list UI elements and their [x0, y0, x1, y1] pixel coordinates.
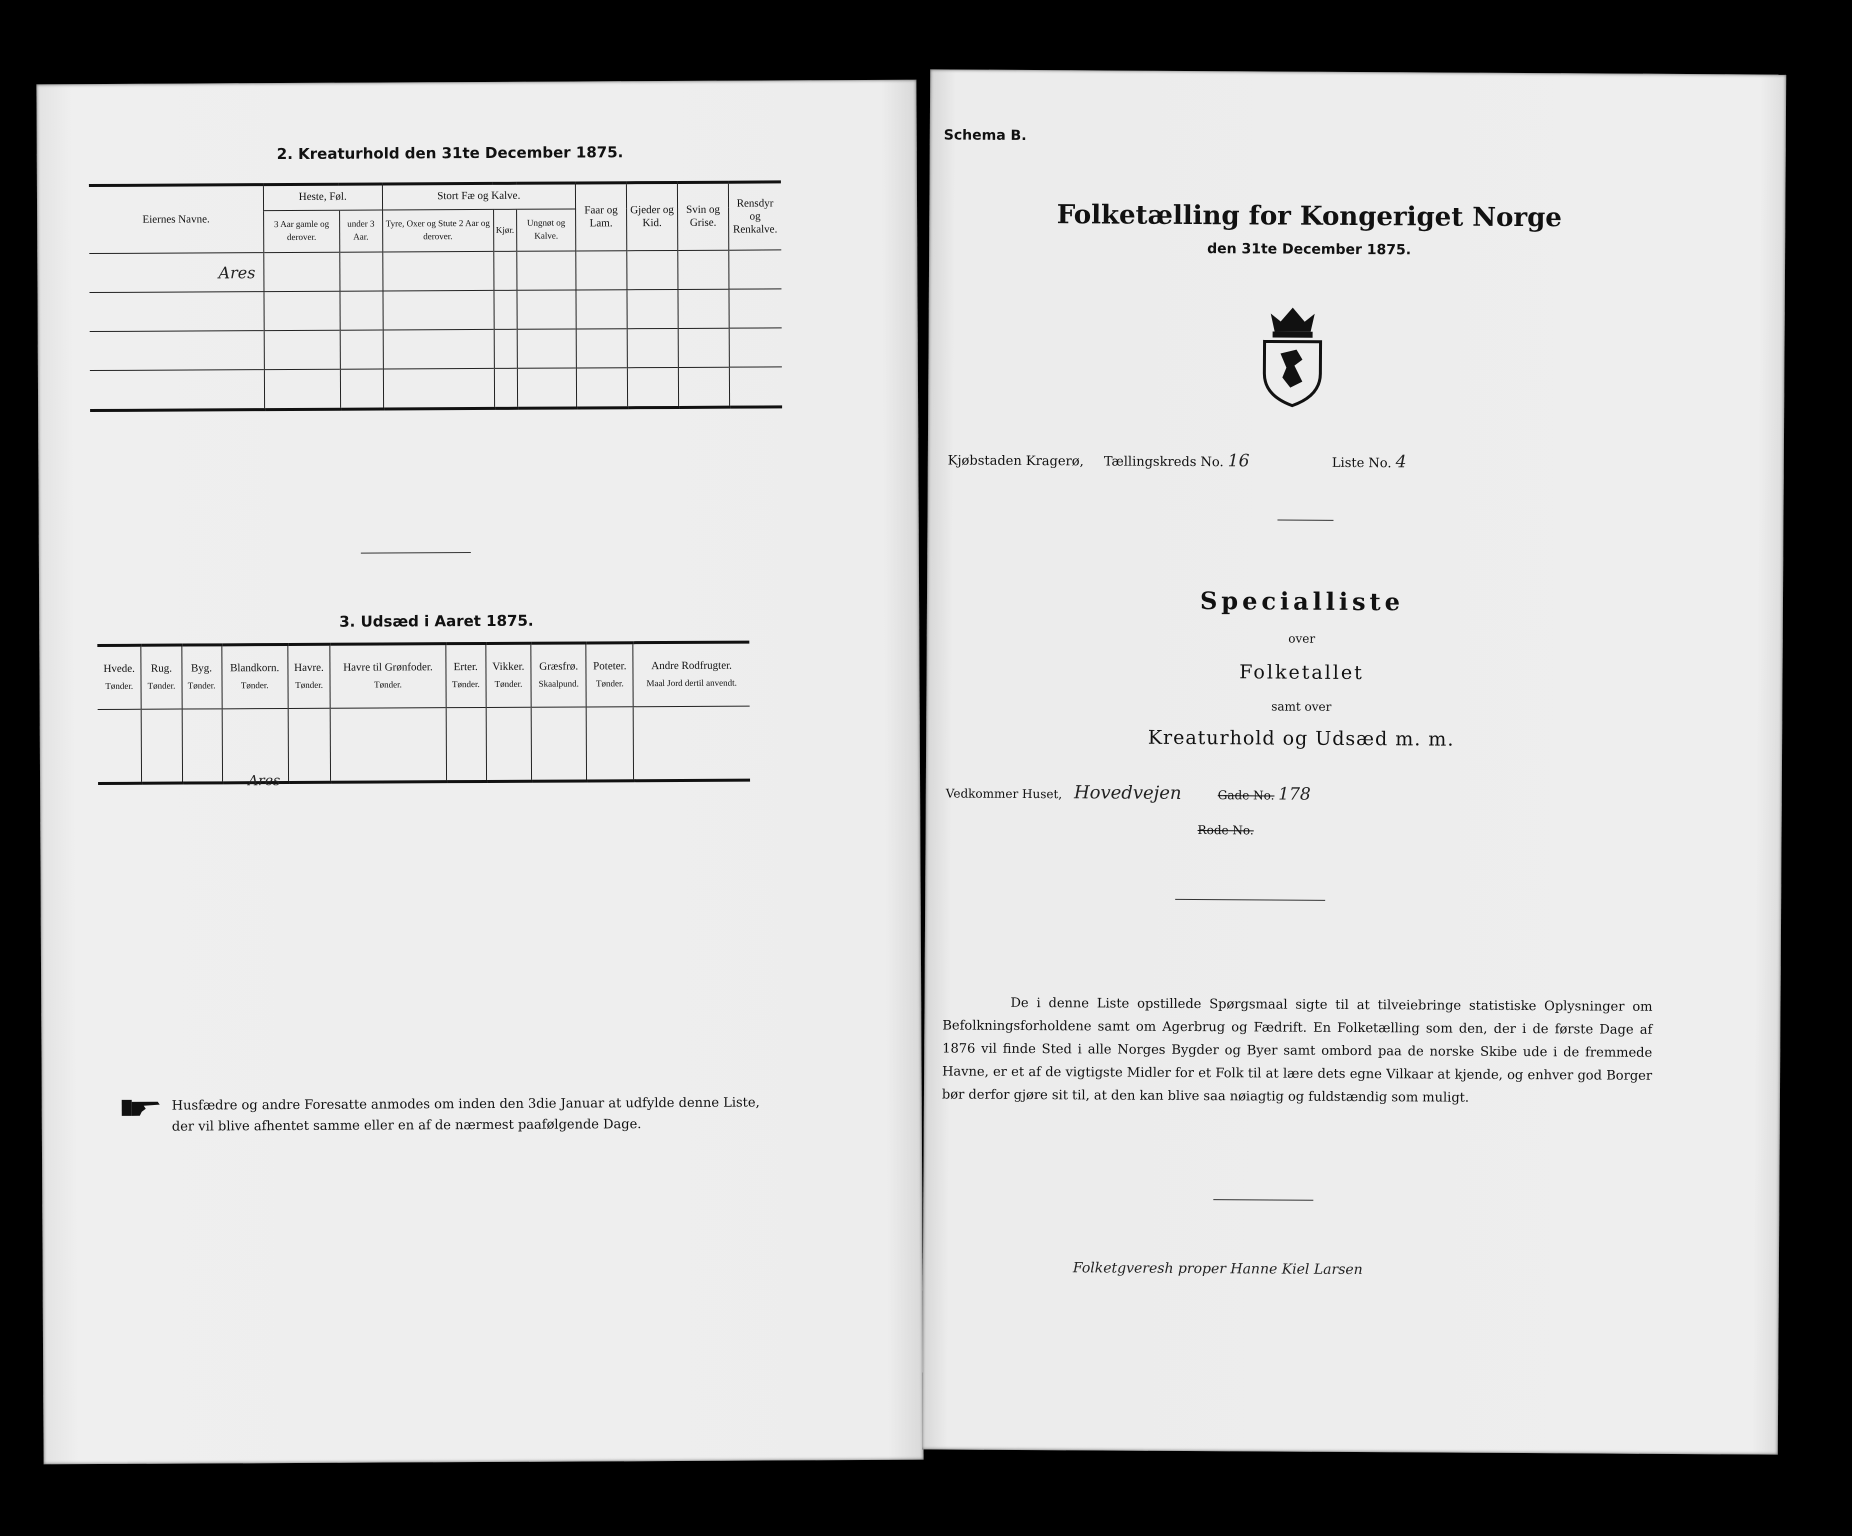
seed-header-unit: Tønder. [240, 680, 269, 691]
samt-over-text: samt over [1271, 699, 1332, 714]
seed-table [97, 641, 750, 785]
section3-title: 3. Udsæd i Aaret 1875. [339, 611, 534, 631]
list-value: 4 [1395, 452, 1407, 473]
seed-header-1 [141, 645, 181, 709]
kreaturhold-heading: Kreaturhold og Udsæd m. m. [1147, 726, 1455, 751]
seed-header-name: Andre Rodfrugter. [651, 659, 732, 673]
seed-header-name: Erter. [453, 661, 478, 674]
list-label: Liste No. [1331, 455, 1392, 472]
reindeer-header: Rensdyr og Renkalve. [728, 182, 781, 250]
table-row [90, 328, 782, 371]
seed-header-name: Vikker. [492, 660, 525, 673]
cattle-group-header: Stort Fæ og Kalve. [382, 183, 576, 210]
cattle-calves-header: Ungnøt og Kalve. [517, 209, 576, 251]
seed-header-unit: Tønder. [187, 680, 216, 691]
seed-cell [446, 707, 486, 781]
page-title: Folketælling for Kongeriget Norge [1056, 200, 1562, 234]
seed-header-name: Hvede. [103, 662, 135, 675]
seed-header-name: Byg. [190, 662, 213, 675]
seed-header-unit: Maal Jord dertil anvendt. [646, 677, 737, 689]
seed-header-6 [446, 643, 486, 707]
pointing-hand-icon [120, 1094, 164, 1120]
district-value: 16 [1227, 451, 1250, 472]
seed-cell [531, 707, 587, 781]
seed-cell [288, 708, 331, 782]
seed-cell [142, 709, 182, 783]
seed-header-2 [181, 645, 221, 709]
gade-label: Gade No. [1217, 788, 1275, 803]
goats-header: Gjeder og Kid. [626, 182, 677, 250]
seed-cell [182, 709, 222, 783]
house-line [946, 782, 1311, 805]
horses-adult-header: 3 Aar gamle og derover. [264, 210, 340, 253]
signature: Folketgveresh proper Hanne Kiel Larsen [1072, 1260, 1363, 1279]
seed-header-unit: Tønder. [451, 679, 480, 690]
folketallet-heading: Folketallet [1239, 661, 1364, 685]
table-row [98, 706, 750, 783]
coat-of-arms-icon [1256, 303, 1329, 407]
seed-header-unit: Skaalpund. [538, 678, 579, 689]
horses-young-header: under 3 Aar. [339, 210, 382, 252]
gade-value: 178 [1278, 784, 1311, 805]
district-label: Tællingskreds No. [1103, 454, 1224, 471]
town-label: Kjøbstaden Kragerø, [947, 453, 1084, 470]
seed-cell [486, 707, 532, 781]
explanation-text: De i denne Liste opstillede Spørgsmaal sigte til at tilveiebringe statistiske Oplysninger om Befolkningsforholdene samt om Agerbrug og Fædrift. En Folketælling som den, der i de første Dage af 1876 vil finde Sted i alle Norges Bygder og Byer samt ombord paa de norske Skibe ude i de fremmede Havne, er et af de vigtigste Midler for et Folk til at lære dets egne Vilkaar at kjende, og enhver god Borger bør derfor gjøre sit til, at den kan blive saa nøiagtig og fuldstændig som muligt. [941, 995, 1653, 1106]
seed-header-unit: Tønder. [595, 678, 624, 689]
seed-header-name: Græsfrø. [539, 660, 579, 673]
cattle-cows-header: Kjør. [493, 209, 516, 251]
seed-header-name: Blandkorn. [230, 662, 280, 675]
schema-label: Schema B. [943, 127, 1027, 144]
seed-header-8 [531, 643, 587, 707]
seed-header-unit: Tønder. [147, 680, 176, 691]
owner-cell: Ares [89, 253, 264, 293]
seed-cell [633, 706, 750, 781]
house-value: Hovedvejen [1073, 782, 1182, 804]
owner-header: Eiernes Navne. [89, 185, 264, 254]
seed-header-unit: Tønder. [295, 679, 323, 690]
seed-header-9 [586, 643, 633, 707]
seed-cell [587, 707, 634, 781]
seed-entry: Ares [248, 773, 281, 790]
table-row [89, 289, 781, 332]
census-date: den 31te December 1875. [1207, 241, 1412, 259]
divider [1213, 1199, 1313, 1201]
section2-title: 2. Kreaturhold den 31te December 1875. [276, 143, 624, 164]
specialliste-heading: Specialliste [1199, 586, 1405, 617]
seed-header-7 [486, 643, 532, 707]
cattle-bulls-header: Tyre, Oxer og Stute 2 Aar og derover. [382, 209, 493, 252]
table-row [89, 250, 781, 293]
seed-cell [98, 709, 142, 783]
seed-header-5 [330, 644, 446, 709]
sheep-header: Faar og Lam. [575, 183, 626, 251]
divider [1175, 899, 1325, 901]
seed-header-unit: Tønder. [105, 680, 134, 691]
seed-header-10 [633, 642, 750, 707]
pigs-header: Svin og Grise. [677, 182, 728, 250]
left-page [36, 80, 923, 1465]
seed-header-4 [288, 644, 331, 708]
seed-header-name: Havre. [294, 661, 324, 674]
right-page [922, 69, 1786, 1454]
location-line [948, 450, 1407, 473]
divider [1277, 520, 1333, 521]
seed-header-3 [221, 645, 288, 709]
house-label: Vedkommer Huset, [945, 786, 1063, 802]
seed-header-unit: Tønder. [374, 679, 402, 690]
seed-cell [330, 708, 446, 783]
seed-header-name: Rug. [150, 662, 173, 675]
livestock-table [89, 180, 782, 412]
notice-text: Husfædre og andre Foresatte anmodes om inden den 3die Januar at udfylde denne Liste, der vil blive afhentet samme eller en af de nærmest paafølgende Dage. [171, 1095, 760, 1135]
seed-cell [222, 709, 289, 783]
rode-label: Rode No. [1197, 823, 1254, 838]
seed-header-0 [97, 645, 141, 709]
over-text: over [1288, 631, 1316, 646]
seed-header-name: Poteter. [593, 660, 627, 673]
divider [361, 552, 471, 554]
seed-header-unit: Tønder. [494, 678, 523, 689]
seed-header-name: Havre til Grønfoder. [343, 661, 433, 674]
table-row [90, 367, 782, 411]
horses-group-header: Heste, Føl. [263, 184, 382, 210]
